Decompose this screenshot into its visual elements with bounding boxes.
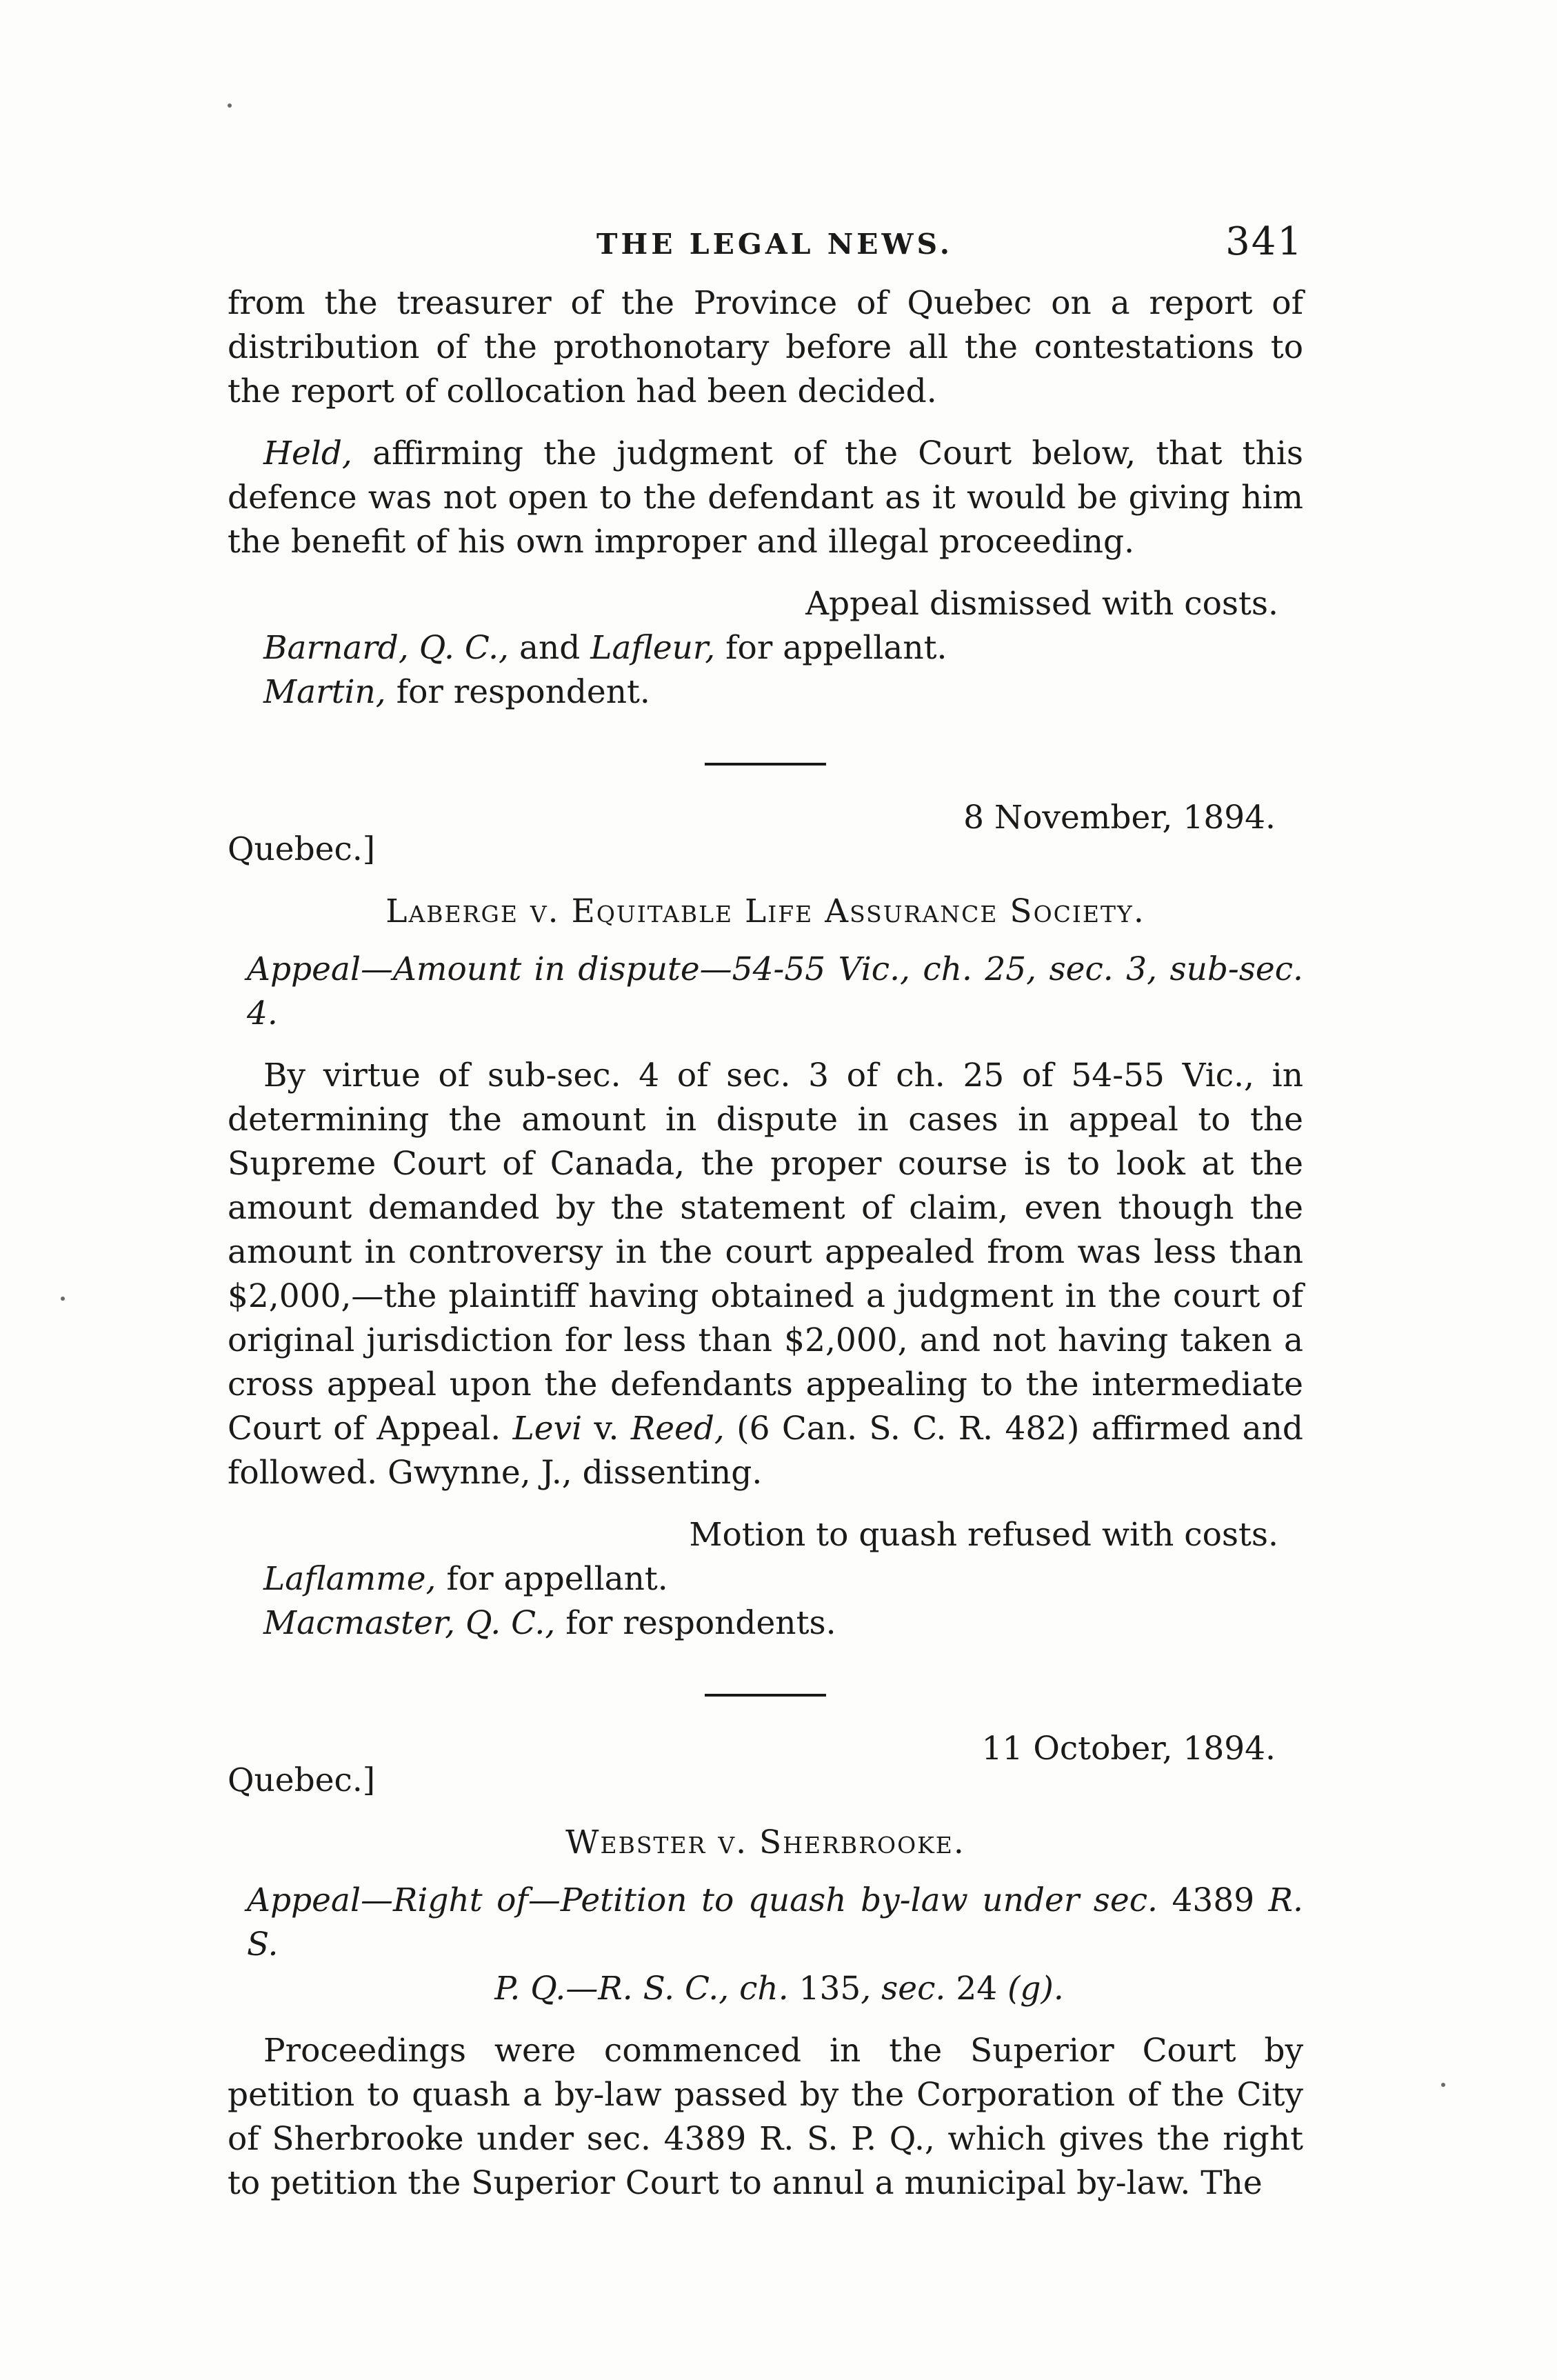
case3-dateline: [228, 1727, 1303, 1803]
case3-headnote-line-1: [228, 1879, 1303, 1967]
held-word: Held,: [263, 434, 352, 472]
counsel-name: Macmaster, Q. C.,: [263, 1604, 556, 1642]
case2-disposition: Motion to quash refused with costs.: [689, 1516, 1278, 1554]
body-text: (6 Can. S. C. R. 482) affirmed and followed. Gwynne, J., dissenting.: [228, 1410, 1303, 1492]
case1-held-paragraph: [228, 432, 1303, 564]
counsel-name: Laflamme,: [263, 1560, 436, 1598]
case3-body-paragraph: Proceedings were commenced in the Superior Court by petition to quash a by-law passed by the Corporation of the City of Sherbrooke under sec. 4389 R. S. P. Q., which gives the right to petition the Superior Court to annul a municipal by-law. The: [228, 2032, 1303, 2202]
counsel-name: Barnard, Q. C.,: [263, 629, 509, 667]
counsel-conjunction: and: [509, 629, 591, 667]
case2-appellant-counsel: [228, 1557, 1303, 1601]
case3-place: Quebec.]: [228, 1761, 376, 1799]
headnote-text: Appeal—Amount in dispute—54-55: [247, 950, 838, 988]
cited-case-party: Reed,: [630, 1410, 725, 1448]
case1-disposition: Appeal dismissed with costs.: [805, 585, 1278, 623]
headnote-text: (g).: [997, 1970, 1064, 2008]
counsel-name: Lafleur,: [590, 629, 716, 667]
case3-date: 11 October, 1894.: [981, 1730, 1276, 1768]
case2-respondent-counsel: [228, 1601, 1303, 1646]
counsel-role: for respondent.: [385, 673, 650, 711]
case3-headnote-line-2: [228, 1967, 1303, 2011]
counsel-role: for appellant.: [715, 629, 947, 667]
case2-title: Laberge v. Equitable Life Assurance Society.: [385, 892, 1145, 930]
case1-appellant-counsel: [228, 626, 1303, 670]
headnote-statute: Vic., ch. 25, sec. 3, sub-sec. 4.: [247, 950, 1304, 1032]
case2-body-paragraph: [228, 1054, 1303, 1495]
body-text: v.: [582, 1410, 631, 1448]
print-speck: [1441, 2083, 1445, 2087]
page-number: 341: [1225, 219, 1303, 264]
counsel-name: Martin,: [263, 673, 386, 711]
body-text: By virtue of sub-sec. 4 of sec. 3 of ch. 25 of 54-55 Vic., in determining the amount in dispute in cases in appeal to the Supreme Court of Canada, the proper course is to look at the amount demanded by the statement of claim, even though the amount in controversy in the court appealed from was less than $2,000,—the plaintiff having obtained a judgment in the court of original jurisdiction for less than $2,000, and not having taken a cross appeal upon the defendants appealing to the intermediate Court of Appeal.: [228, 1057, 1303, 1448]
headnote-text: P. Q.—R. S. C., ch.: [494, 1970, 799, 2008]
cited-case-party: Levi: [512, 1410, 583, 1448]
case1-respondent-counsel: [228, 670, 1303, 714]
headnote-text: R. S.: [247, 1881, 1303, 1963]
headnote-text: Appeal—Right of—Petition to quash by-law under sec.: [247, 1881, 1172, 1919]
counsel-role: for appellant.: [436, 1560, 668, 1598]
case2-date: 8 November, 1894.: [963, 799, 1276, 837]
running-head: THE LEGAL NEWS.: [596, 228, 953, 261]
print-speck: [228, 103, 232, 108]
text-column: [228, 281, 1303, 2206]
case1-opening-paragraph: from the treasurer of the Province of Quebec on a report of distribution of the prothonotary before all the contestations to the report of collocation had been decided.: [228, 284, 1303, 410]
case2-dateline: [228, 796, 1303, 872]
case3-title: Webster v. Sherbrooke.: [565, 1823, 965, 1861]
headnote-number: 4389: [1172, 1881, 1255, 1919]
case2-place: Quebec.]: [228, 830, 376, 868]
print-speck: [61, 1297, 65, 1301]
case2-headnote: [228, 948, 1303, 1036]
headnote-number: 24: [956, 1970, 998, 2008]
counsel-role: for respondents.: [555, 1604, 836, 1642]
held-text: affirming the judgment of the Court below, that this defence was not open to the defendant as it would be giving him the benefit of his own improper and illegal proceeding.: [228, 434, 1303, 561]
section-divider: [705, 1694, 826, 1697]
page-header: [228, 219, 1303, 281]
headnote-number: 135: [798, 1970, 861, 2008]
headnote-text: , sec.: [861, 1970, 956, 2008]
section-divider: [705, 763, 826, 766]
